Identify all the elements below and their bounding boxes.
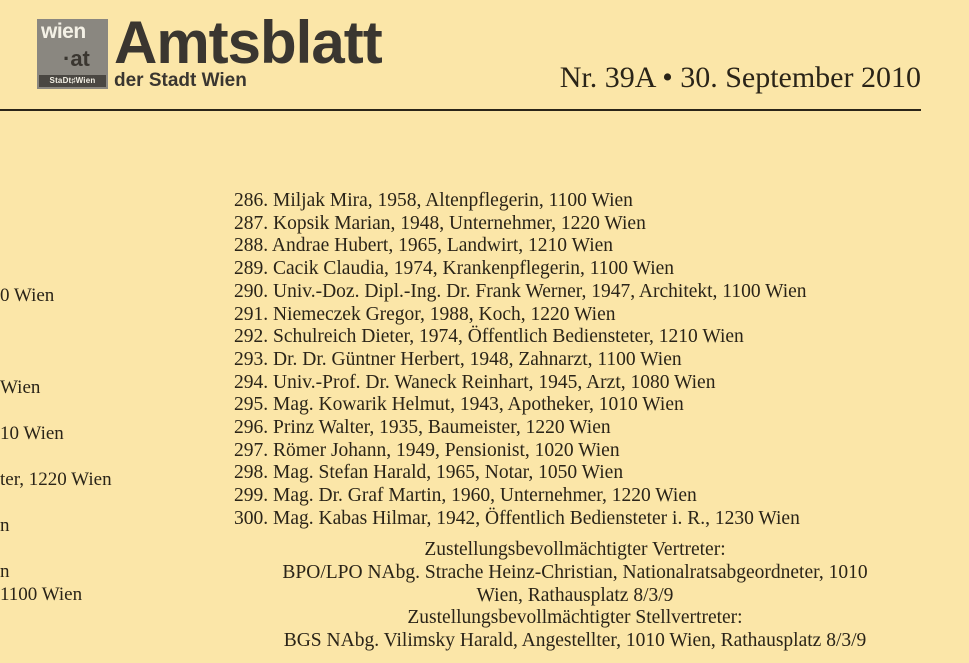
list-item: 287. Kopsik Marian, 1948, Unternehmer, 1220 Wien bbox=[234, 212, 646, 234]
left-fragment: Wien bbox=[0, 377, 41, 398]
list-item: 293. Dr. Dr. Güntner Herbert, 1948, Zahnarzt, 1100 Wien bbox=[234, 348, 682, 370]
masthead-title: Amtsblatt bbox=[114, 9, 382, 76]
representative-line: BPO/LPO NAbg. Strache Heinz-Christian, Nationalratsabgeordneter, 1010 bbox=[282, 562, 868, 583]
left-fragment: ter, 1220 Wien bbox=[0, 469, 112, 490]
list-item: 286. Miljak Mira, 1958, Altenpflegerin, 1100 Wien bbox=[234, 190, 633, 211]
candidate-list bbox=[234, 190, 807, 531]
left-fragment: 1100 Wien bbox=[0, 584, 83, 605]
list-item: 296. Prinz Walter, 1935, Baumeister, 1220 Wien bbox=[234, 417, 611, 439]
left-fragment: n bbox=[0, 561, 10, 582]
list-item: 290. Univ.-Doz. Dipl.-Ing. Dr. Frank Werner, 1947, Architekt, 1100 Wien bbox=[234, 280, 807, 302]
issue-number-date: Nr. 39A • 30. September 2010 bbox=[559, 61, 921, 94]
list-item: 299. Mag. Dr. Graf Martin, 1960, Unternehmer, 1220 Wien bbox=[234, 485, 697, 507]
left-fragment: n bbox=[0, 515, 10, 536]
logo-stadt-text: StaDt♯Wien bbox=[39, 75, 106, 87]
list-item: 294. Univ.-Prof. Dr. Waneck Reinhart, 1945, Arzt, 1080 Wien bbox=[234, 371, 716, 393]
list-item: 291. Niemeczek Gregor, 1988, Koch, 1220 Wien bbox=[234, 303, 616, 325]
masthead-subtitle: der Stadt Wien bbox=[114, 70, 247, 91]
logo-at-text: ·at bbox=[63, 46, 90, 71]
left-fragment: 0 Wien bbox=[0, 285, 55, 306]
list-item: 297. Römer Johann, 1949, Pensionist, 1020 Wien bbox=[234, 439, 620, 461]
list-item: 300. Mag. Kabas Hilmar, 1942, Öffentlich Bediensteter i. R., 1230 Wien bbox=[234, 507, 800, 529]
list-item: 292. Schulreich Dieter, 1974, Öffentlich Bediensteter, 1210 Wien bbox=[234, 326, 744, 348]
list-item: 295. Mag. Kowarik Helmut, 1943, Apotheker, 1010 Wien bbox=[234, 394, 684, 416]
list-item: 288. Andrae Hubert, 1965, Landwirt, 1210 Wien bbox=[234, 235, 614, 257]
deputy-heading: Zustellungsbevollmächtigter Stellvertreter: bbox=[407, 607, 743, 628]
wien-logo bbox=[37, 19, 108, 89]
deputy-line: BGS NAbg. Vilimsky Harald, Angestellter, 1010 Wien, Rathausplatz 8/3/9 bbox=[283, 630, 867, 651]
representative-line: Wien, Rathausplatz 8/3/9 bbox=[476, 585, 674, 606]
list-item: 289. Cacik Claudia, 1974, Krankenpflegerin, 1100 Wien bbox=[234, 258, 675, 280]
header-rule bbox=[0, 109, 921, 111]
left-fragment: 10 Wien bbox=[0, 423, 64, 444]
representative-heading: Zustellungsbevollmächtigter Vertreter: bbox=[424, 539, 726, 560]
logo-wien-text: wien bbox=[41, 20, 86, 43]
list-item: 298. Mag. Stefan Harald, 1965, Notar, 1050 Wien bbox=[234, 462, 624, 484]
